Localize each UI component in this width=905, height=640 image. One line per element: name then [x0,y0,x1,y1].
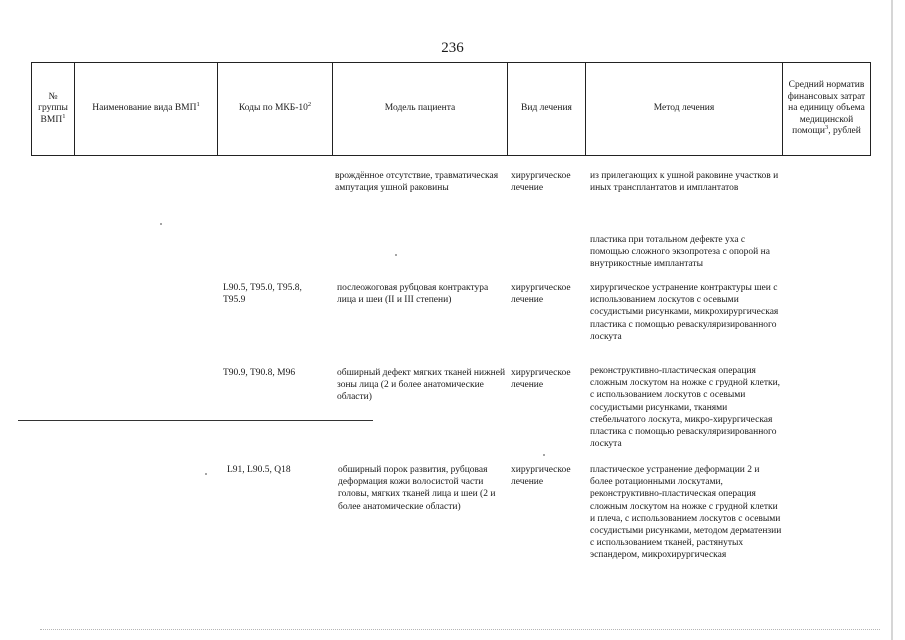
header-vmp-label: Наименование вида ВМП [92,103,197,114]
row1-patient-model: врождённое отсутствие, травматическая ампутация ушной раковины [335,171,499,194]
header-group-label: № группы ВМП [38,91,68,125]
footnote-mark: 3 [824,124,829,132]
header-treatment-method [586,63,783,155]
header-group-number [32,63,75,155]
header-method-label: Метод лечения [653,103,715,114]
header-average-cost [783,63,870,155]
page-edge [891,0,893,640]
scan-speck [160,223,162,225]
header-cost-unit: , рублей [828,126,861,137]
header-icd-codes [218,63,333,155]
scan-speck [395,254,397,256]
row5-patient-model: обширный порок развития, рубцовая деформация кожи волосистой части головы, мягких тканей лица и шеи (2 и более анатомические области) [338,465,496,512]
footnote-mark: 1 [62,112,66,120]
footnote-mark: 1 [196,101,200,109]
row3-treatment-type: хирургическое лечение [511,283,571,306]
row5-treatment-type: хирургическое лечение [511,465,571,488]
row4-patient-model: обширный дефект мягких тканей нижней зоны лица (2 и более анатомические области) [337,368,506,403]
table-header [31,62,871,156]
header-model-label: Модель пациента [384,103,456,114]
row5-treatment-method: пластическое устранение деформации 2 и более ротационными лоскутами, реконструктивно-пластическая операция сложным лоскутом на ножке с грудной клетки и плеча, с использованием лоскутов с осевыми сосудистыми рисунками, методом дерматензии с использованием тканей, растянутых эспандером, микрохирургическая [590,465,782,561]
row4-icd-codes: T90.9, T90.8, M96 [223,368,296,378]
header-vmp-name [75,63,218,155]
row1-treatment-type: хирургическое лечение [511,171,571,194]
separator-line [18,420,373,421]
row4-treatment-type: хирургическое лечение [511,368,571,391]
scan-speck [543,454,545,456]
row3-icd-codes: L90.5, T95.0, T95.8, T95.9 [223,283,302,306]
row3-patient-model: послеожоговая рубцовая контрактура лица и шеи (II и III степени) [337,283,489,306]
row3-treatment-method: хирургическое устранение контрактуры шеи с использованием лоскутов с осевыми сосудистыми рисунками, микрохирургическая пластика с помощью реваскуляризированного лоскута [590,283,779,342]
scan-noise-line [40,629,880,631]
page-number: 236 [441,40,464,56]
row4-treatment-method: реконструктивно-пластическая операция сложным лоскутом на ножке с грудной клетки, с использованием лоскутов с осевыми сосудистыми рисунками, тканями стебельчатого лоскута, микро-хирургическая пластика с помощью реваскуляризированного лоскута [590,366,781,450]
footnote-mark: 2 [307,101,312,109]
header-treatment-label: Вид лечения [521,103,572,114]
scan-speck [205,473,207,475]
header-treatment-type [508,63,586,155]
row5-icd-codes: L91, L90.5, Q18 [227,465,291,475]
header-cost-label: Средний норматив финансовых затрат на единицу объема медицинской помощи [787,80,866,137]
header-codes-label: Коды по МКБ-10 [238,103,308,114]
row1-treatment-method: из прилегающих к ушной раковине участков и иных трансплантатов и имплантатов [590,171,779,194]
header-patient-model [333,63,508,155]
row2-treatment-method: пластика при тотальном дефекте уха с помощью сложного экзопротеза с опорой на внутрикостные имплантаты [590,235,770,270]
